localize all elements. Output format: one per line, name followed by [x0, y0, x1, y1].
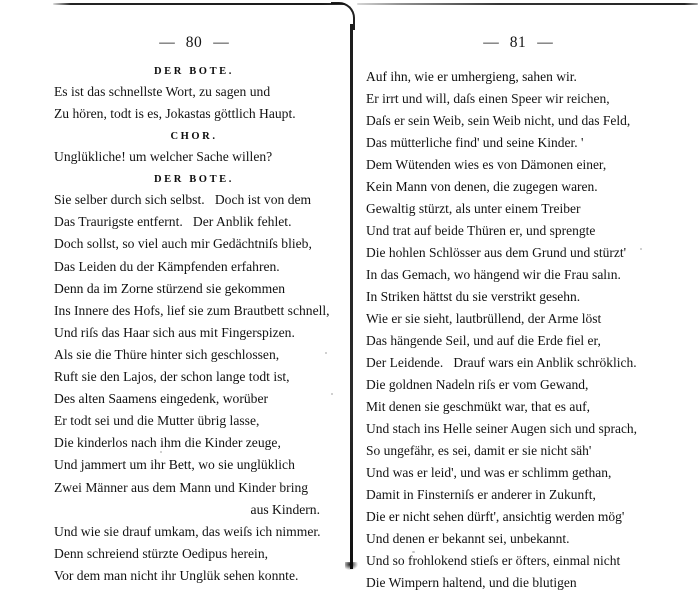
verse-line: Zu hören, todt is es, Jokastas göttlich Haupt.	[54, 106, 296, 122]
verse-line: Das Leiden du der Kämpfenden erfahren.	[54, 258, 280, 274]
speaker-heading: CHOR.	[170, 131, 218, 143]
verse-line: Zwei Männer aus dem Mann und Kinder bring	[54, 479, 309, 495]
verse-line: So ungefähr, es sei, damit er sie nicht säh'	[366, 443, 592, 458]
verse-line: Damit in Finsterniſs er anderer in Zukunft,	[366, 487, 596, 502]
verse-line: Und so frohlokend stieſs er öfters, einmal nicht	[366, 553, 621, 568]
verse-line: Und wie sie drauf umkam, das weiſs ich nimmer.	[54, 523, 321, 539]
verse-line: Die kinderlos nach ihm die Kinder zeuge,	[54, 435, 281, 451]
verse-line: Und stach ins Helle seiner Augen sich und sprach,	[366, 421, 638, 436]
verse-line: Doch sollst, so viel auch mir Gedächtniſs blieb,	[54, 236, 312, 252]
verse-line: Denn schreiend stürzte Oedipus herein,	[54, 545, 269, 561]
verse-line: Dem Wütenden wies es von Dämonen einer,	[366, 157, 607, 172]
verse-line: Mit denen sie geschmükt war, that es auf,	[366, 399, 591, 414]
verse-line: Das Traurigste entfernt. Der Anblik fehlet.	[54, 214, 292, 230]
verse-line: Wie er sie sieht, lautbrüllend, der Arme löst	[366, 311, 602, 326]
verse-line: Und riſs das Haar sich aus mit Fingerspizen.	[54, 324, 295, 340]
folio-dash-left: —	[159, 34, 175, 51]
verse-line: Denn da im Zorne stürzend sie gekommen	[54, 280, 286, 296]
verse-line: Die er nicht sehen dürft', ansichtig werden mög'	[366, 509, 625, 524]
speaker-heading: DER BOTE.	[154, 174, 234, 186]
verse-line: Sie selber durch sich selbst. Doch ist von dem	[54, 192, 312, 208]
verse-line: Vor dem man nicht ihr Unglük sehen konnte.	[54, 567, 299, 583]
verse-line: Des alten Saamens eingedenk, worüber	[54, 391, 269, 407]
verse-line: Ins Innere des Hofs, lief sie zum Brautbett schnell,	[54, 302, 330, 318]
verse-line: Und trat auf beide Thüren er, und sprengte	[366, 223, 596, 238]
verse-line: Die hohlen Schlösser aus dem Grund und stürzt'	[366, 245, 627, 260]
verse-line: In das Gemach, wo hängend wir die Frau salın.	[366, 267, 621, 282]
verse-line: Er irrt und will, daſs einen Speer wir reichen,	[366, 91, 610, 106]
verse-line: Und denen er bekannt sei, unbekannt.	[366, 531, 570, 546]
folio-number-left: 80	[185, 34, 203, 51]
verse-line-hanging: aus Kindern.	[250, 501, 320, 517]
verse-line: Ruft sie den Lajos, der schon lange todt ist,	[54, 369, 290, 385]
speaker-heading: DER BOTE.	[154, 66, 234, 77]
folio-dash-right: —	[213, 34, 229, 51]
verse-line: Die Wimpern haltend, und die blutigen	[366, 575, 577, 590]
verse-line: Als sie die Thüre hinter sich geschlossen,	[54, 346, 280, 362]
verse-line: Kein Mann von denen, die zugegen waren.	[366, 179, 598, 194]
verse-line: In Striken hättst du sie verstrikt gesehn.	[366, 289, 581, 304]
verse-line: Das mütterliche find' und seine Kinder. '	[366, 135, 584, 150]
verse-line: Auf ihn, wie er umhergieng, sahen wir.	[366, 69, 577, 84]
verse-line: Gewaltig stürzt, als unter einem Treiber	[366, 201, 581, 216]
verse-line: Der Leidende. Drauf wars ein Anblik schröklich.	[366, 355, 637, 370]
page-right	[350, 0, 698, 590]
page-left	[0, 0, 350, 583]
verse-line: Daſs er sein Weib, sein Weib nicht, und das Feld,	[366, 113, 631, 128]
verse-line: Unglükliche! um welcher Sache willen?	[54, 149, 273, 165]
folio-dash-right: —	[537, 34, 553, 51]
verse-line: Und was er leid', und was er schlimm gethan,	[366, 465, 612, 480]
folio-right	[366, 34, 670, 52]
verse-line: Es ist das schnellste Wort, zu sagen und	[54, 84, 271, 99]
folio-left	[54, 34, 334, 52]
folio-dash-left: —	[483, 34, 499, 51]
folio-number-right: 81	[509, 34, 527, 51]
verse-line: Die goldnen Nadeln riſs er vom Gewand,	[366, 377, 589, 392]
verse-line: Das hängende Seil, und auf die Erde fiel er,	[366, 333, 601, 348]
verse-line: Und jammert um ihr Bett, wo sie unglüklich	[54, 457, 295, 473]
verse-line: Er todt sei und die Mutter übrig lasse,	[54, 413, 260, 429]
